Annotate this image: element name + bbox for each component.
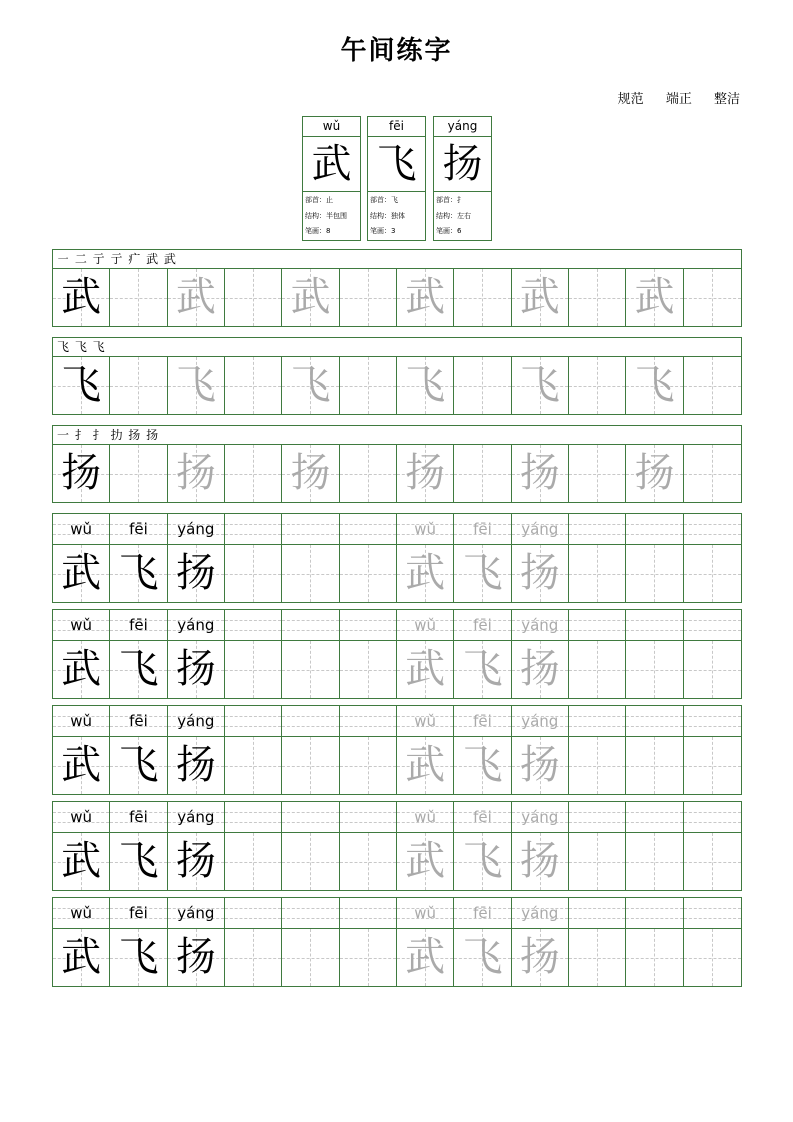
tianzi-cell	[569, 929, 626, 986]
pinyin-line	[53, 514, 741, 545]
tianzi-cell	[512, 641, 569, 698]
tianzi-cell	[225, 545, 282, 602]
stroke-order-row	[52, 249, 742, 327]
pinyin-cell	[168, 610, 225, 640]
model-pinyin: fēi	[129, 904, 148, 922]
trace-pinyin: fēi	[473, 616, 492, 634]
pinyin-cell	[454, 610, 511, 640]
card-strokes: 笔画：3	[370, 227, 396, 235]
pinyin-cell	[225, 802, 282, 832]
pinyin-cell	[168, 898, 225, 928]
trace-character: 武	[519, 274, 560, 320]
character-card	[367, 116, 426, 241]
card-character: 武	[303, 137, 360, 192]
pinyin-cell	[626, 514, 683, 544]
tianzi-cell	[569, 545, 626, 602]
tianzi-cell	[397, 357, 454, 414]
trace-character: 武	[290, 274, 331, 320]
tianzi-cell	[340, 545, 397, 602]
model-character: 飞	[118, 742, 159, 788]
card-structure: 结构：半包围	[305, 211, 347, 220]
practice-row	[52, 801, 742, 891]
tianzi-cell	[397, 545, 454, 602]
model-character: 武	[61, 646, 102, 692]
tianzi-cell	[626, 929, 683, 986]
tianzi-cell	[53, 929, 110, 986]
pinyin-cell	[397, 610, 454, 640]
model-pinyin: yáng	[177, 520, 215, 538]
tianzi-cell	[512, 929, 569, 986]
trace-character: 扬	[519, 934, 560, 980]
tianzi-cell	[512, 357, 569, 414]
model-character: 武	[61, 742, 102, 788]
pinyin-cell	[397, 802, 454, 832]
card-info	[434, 192, 491, 240]
tianzi-cell	[454, 641, 511, 698]
trace-character: 扬	[519, 742, 560, 788]
model-pinyin: wǔ	[70, 712, 93, 730]
card-pinyin: yáng	[434, 117, 491, 137]
pinyin-cell	[168, 802, 225, 832]
pinyin-line	[53, 802, 741, 833]
tianzi-cell	[569, 833, 626, 890]
trace-pinyin: fēi	[473, 904, 492, 922]
pinyin-cell	[397, 898, 454, 928]
tianzi-cell	[626, 269, 683, 326]
trace-character: 飞	[462, 646, 503, 692]
trace-pinyin: yáng	[521, 808, 559, 826]
trace-character: 扬	[519, 550, 560, 596]
stroke-order-sequence: ㇐ 二 亍 亍 疒 武 武	[53, 250, 741, 269]
tianzi-cell	[684, 833, 741, 890]
model-pinyin: wǔ	[70, 904, 93, 922]
trace-character: 飞	[462, 934, 503, 980]
pinyin-cell	[684, 802, 741, 832]
trace-character: 武	[405, 646, 446, 692]
trace-character: 武	[634, 274, 675, 320]
model-pinyin: fēi	[129, 616, 148, 634]
tianzi-cell	[340, 833, 397, 890]
tianzi-cell	[454, 445, 511, 502]
tianzi-cell	[340, 929, 397, 986]
tianzi-cell	[225, 357, 282, 414]
pinyin-cell	[340, 706, 397, 736]
tianzi-cell	[569, 737, 626, 794]
model-character: 武	[61, 838, 102, 884]
tianzi-cell	[684, 357, 741, 414]
pinyin-cell	[454, 706, 511, 736]
tianzi-cell	[512, 445, 569, 502]
model-character: 扬	[175, 550, 216, 596]
trace-pinyin: wǔ	[414, 520, 437, 538]
pinyin-cell	[282, 802, 339, 832]
tianzi-cell	[282, 545, 339, 602]
trace-character: 飞	[405, 362, 446, 408]
tianzi-cell	[340, 737, 397, 794]
tianzi-cell	[512, 737, 569, 794]
model-pinyin: wǔ	[70, 808, 93, 826]
pinyin-cell	[53, 514, 110, 544]
pinyin-cell	[225, 514, 282, 544]
pinyin-cell	[684, 706, 741, 736]
tianzi-cell	[684, 445, 741, 502]
trace-character: 扬	[519, 450, 560, 496]
subtitle-standard: 规范	[617, 92, 644, 107]
practice-row	[52, 897, 742, 987]
tianzi-cell	[684, 545, 741, 602]
model-pinyin: fēi	[129, 808, 148, 826]
pinyin-cell	[225, 898, 282, 928]
trace-pinyin: fēi	[473, 712, 492, 730]
model-pinyin: yáng	[177, 808, 215, 826]
pinyin-cell	[454, 802, 511, 832]
model-pinyin: fēi	[129, 520, 148, 538]
card-structure: 结构：独体	[370, 211, 405, 220]
pinyin-cell	[110, 610, 167, 640]
pinyin-cell	[340, 610, 397, 640]
tianzi-cell	[53, 357, 110, 414]
tianzi-cell	[168, 269, 225, 326]
trace-pinyin: fēi	[473, 520, 492, 538]
model-character: 武	[61, 274, 102, 320]
tianzi-cell	[626, 545, 683, 602]
trace-character: 武	[175, 274, 216, 320]
model-character: 飞	[118, 934, 159, 980]
model-character: 飞	[118, 646, 159, 692]
tianzi-cell	[225, 269, 282, 326]
tianzi-cell	[340, 269, 397, 326]
trace-character: 扬	[519, 646, 560, 692]
pinyin-cell	[110, 898, 167, 928]
tianzi-cell	[626, 833, 683, 890]
tianzi-cell	[225, 737, 282, 794]
card-radical: 部首：飞	[370, 196, 398, 204]
pinyin-cell	[569, 514, 626, 544]
tianzi-cell	[110, 445, 167, 502]
tianzi-cell	[569, 445, 626, 502]
trace-character: 武	[405, 838, 446, 884]
trace-character: 扬	[405, 450, 446, 496]
tianzi-cell	[512, 545, 569, 602]
pinyin-cell	[282, 898, 339, 928]
tianzi-cell	[340, 445, 397, 502]
practice-row	[52, 513, 742, 603]
pinyin-cell	[282, 514, 339, 544]
pinyin-cell	[340, 898, 397, 928]
pinyin-cell	[684, 514, 741, 544]
trace-character: 武	[405, 550, 446, 596]
stroke-order-sequence: 一 扌 扌 扐 扬 扬	[53, 426, 741, 445]
tianzi-cell	[168, 929, 225, 986]
pinyin-line	[53, 706, 741, 737]
tianzi-cell	[282, 737, 339, 794]
pinyin-cell	[684, 610, 741, 640]
trace-character: 扬	[290, 450, 331, 496]
tianzi-cell	[569, 357, 626, 414]
model-character: 扬	[175, 934, 216, 980]
tianzi-cell	[110, 269, 167, 326]
tianzi-cell	[397, 445, 454, 502]
character-card	[433, 116, 492, 241]
page-title: 午间练字	[340, 36, 453, 66]
tianzi-cell	[53, 833, 110, 890]
tianzi-cell	[340, 641, 397, 698]
card-structure: 结构：左右	[436, 211, 471, 220]
tianzi-cell	[626, 357, 683, 414]
pinyin-cell	[684, 898, 741, 928]
pinyin-line	[53, 898, 741, 929]
trace-character: 飞	[462, 550, 503, 596]
trace-character: 飞	[519, 362, 560, 408]
pinyin-cell	[110, 706, 167, 736]
trace-pinyin: wǔ	[414, 616, 437, 634]
tianzi-cell	[684, 737, 741, 794]
trace-character: 飞	[290, 362, 331, 408]
model-character: 武	[61, 550, 102, 596]
tianzi-cell	[454, 269, 511, 326]
tianzi-cell	[53, 737, 110, 794]
tianzi-cell	[225, 445, 282, 502]
pinyin-cell	[569, 706, 626, 736]
pinyin-cell	[512, 514, 569, 544]
tianzi-cell	[168, 833, 225, 890]
tianzi-cell	[626, 737, 683, 794]
tianzi-cell	[110, 929, 167, 986]
tianzi-cell	[454, 833, 511, 890]
trace-pinyin: yáng	[521, 904, 559, 922]
model-pinyin: yáng	[177, 712, 215, 730]
model-character: 飞	[61, 362, 102, 408]
tianzi-cell	[282, 357, 339, 414]
pinyin-cell	[454, 514, 511, 544]
trace-character: 扬	[175, 450, 216, 496]
tianzi-cell	[569, 269, 626, 326]
card-character: 扬	[434, 137, 491, 192]
trace-character: 扬	[634, 450, 675, 496]
model-pinyin: fēi	[129, 712, 148, 730]
pinyin-cell	[626, 898, 683, 928]
pinyin-cell	[626, 802, 683, 832]
trace-pinyin: wǔ	[414, 712, 437, 730]
pinyin-cell	[569, 898, 626, 928]
trace-character: 武	[405, 934, 446, 980]
pinyin-cell	[225, 610, 282, 640]
tianzi-cell	[282, 929, 339, 986]
card-radical: 部首：扌	[436, 196, 464, 204]
model-pinyin: wǔ	[70, 616, 93, 634]
trace-character: 飞	[462, 742, 503, 788]
practice-row	[52, 705, 742, 795]
pinyin-cell	[512, 898, 569, 928]
pinyin-cell	[569, 610, 626, 640]
pinyin-cell	[53, 898, 110, 928]
tianzi-cell	[626, 445, 683, 502]
tianzi-cell	[168, 737, 225, 794]
tianzi-cell	[110, 833, 167, 890]
tianzi-cell	[397, 929, 454, 986]
card-strokes: 笔画：6	[436, 227, 462, 235]
trace-character: 飞	[634, 362, 675, 408]
tianzi-cell	[225, 833, 282, 890]
model-character: 飞	[118, 838, 159, 884]
pinyin-cell	[340, 802, 397, 832]
trace-character: 武	[405, 742, 446, 788]
pinyin-cell	[53, 706, 110, 736]
tianzi-cell	[110, 737, 167, 794]
pinyin-cell	[512, 802, 569, 832]
tianzi-cell	[110, 641, 167, 698]
subtitle-upright: 端正	[665, 92, 692, 107]
tianzi-cell	[110, 357, 167, 414]
tianzi-cell	[397, 641, 454, 698]
tianzi-cell	[225, 641, 282, 698]
model-character: 扬	[61, 450, 102, 496]
practice-row	[52, 609, 742, 699]
tianzi-cell	[168, 445, 225, 502]
pinyin-cell	[340, 514, 397, 544]
tianzi-cell	[397, 737, 454, 794]
trace-character: 武	[405, 274, 446, 320]
stroke-order-sequence: 飞 飞 飞	[53, 338, 741, 357]
tianzi-cell	[684, 641, 741, 698]
tianzi-cell	[282, 833, 339, 890]
tianzi-cell	[454, 737, 511, 794]
card-pinyin: wǔ	[303, 117, 360, 137]
pinyin-cell	[110, 514, 167, 544]
card-info	[303, 192, 360, 240]
tianzi-cell	[569, 641, 626, 698]
tianzi-cell	[340, 357, 397, 414]
tianzi-cell	[512, 833, 569, 890]
subtitle	[600, 88, 740, 107]
tianzi-cell	[454, 929, 511, 986]
pinyin-cell	[512, 610, 569, 640]
pinyin-cell	[53, 802, 110, 832]
card-radical: 部首：止	[305, 196, 333, 204]
tianzi-cell	[110, 545, 167, 602]
trace-pinyin: fēi	[473, 808, 492, 826]
tianzi-cell	[397, 269, 454, 326]
tianzi-cell	[168, 545, 225, 602]
pinyin-cell	[512, 706, 569, 736]
pinyin-line	[53, 610, 741, 641]
tianzi-cell	[53, 545, 110, 602]
pinyin-cell	[53, 610, 110, 640]
pinyin-cell	[168, 514, 225, 544]
card-info	[368, 192, 425, 240]
tianzi-cell	[225, 929, 282, 986]
tianzi-cell	[282, 445, 339, 502]
tianzi-cell	[282, 641, 339, 698]
tianzi-cell	[53, 445, 110, 502]
card-pinyin: fēi	[368, 117, 425, 137]
model-character: 扬	[175, 646, 216, 692]
pinyin-cell	[626, 706, 683, 736]
model-pinyin: yáng	[177, 904, 215, 922]
model-character: 飞	[118, 550, 159, 596]
trace-pinyin: yáng	[521, 712, 559, 730]
tianzi-cell	[684, 929, 741, 986]
tianzi-cell	[454, 357, 511, 414]
pinyin-cell	[397, 706, 454, 736]
tianzi-cell	[53, 641, 110, 698]
trace-character: 飞	[462, 838, 503, 884]
model-character: 扬	[175, 742, 216, 788]
stroke-order-row	[52, 425, 742, 503]
tianzi-cell	[626, 641, 683, 698]
tianzi-cell	[397, 833, 454, 890]
pinyin-cell	[168, 706, 225, 736]
subtitle-neat: 整洁	[713, 92, 740, 107]
pinyin-cell	[454, 898, 511, 928]
trace-character: 飞	[175, 362, 216, 408]
model-character: 扬	[175, 838, 216, 884]
tianzi-cell	[282, 269, 339, 326]
trace-pinyin: yáng	[521, 616, 559, 634]
pinyin-cell	[110, 802, 167, 832]
tianzi-cell	[168, 357, 225, 414]
trace-pinyin: wǔ	[414, 904, 437, 922]
character-card	[302, 116, 361, 241]
pinyin-cell	[282, 610, 339, 640]
trace-character: 扬	[519, 838, 560, 884]
model-pinyin: wǔ	[70, 520, 93, 538]
pinyin-cell	[225, 706, 282, 736]
card-character: 飞	[368, 137, 425, 192]
stroke-order-row	[52, 337, 742, 415]
model-pinyin: yáng	[177, 616, 215, 634]
trace-pinyin: wǔ	[414, 808, 437, 826]
card-strokes: 笔画：8	[305, 227, 331, 235]
pinyin-cell	[626, 610, 683, 640]
tianzi-cell	[454, 545, 511, 602]
tianzi-cell	[512, 269, 569, 326]
trace-pinyin: yáng	[521, 520, 559, 538]
tianzi-cell	[53, 269, 110, 326]
pinyin-cell	[282, 706, 339, 736]
tianzi-cell	[168, 641, 225, 698]
pinyin-cell	[569, 802, 626, 832]
tianzi-cell	[684, 269, 741, 326]
pinyin-cell	[397, 514, 454, 544]
model-character: 武	[61, 934, 102, 980]
